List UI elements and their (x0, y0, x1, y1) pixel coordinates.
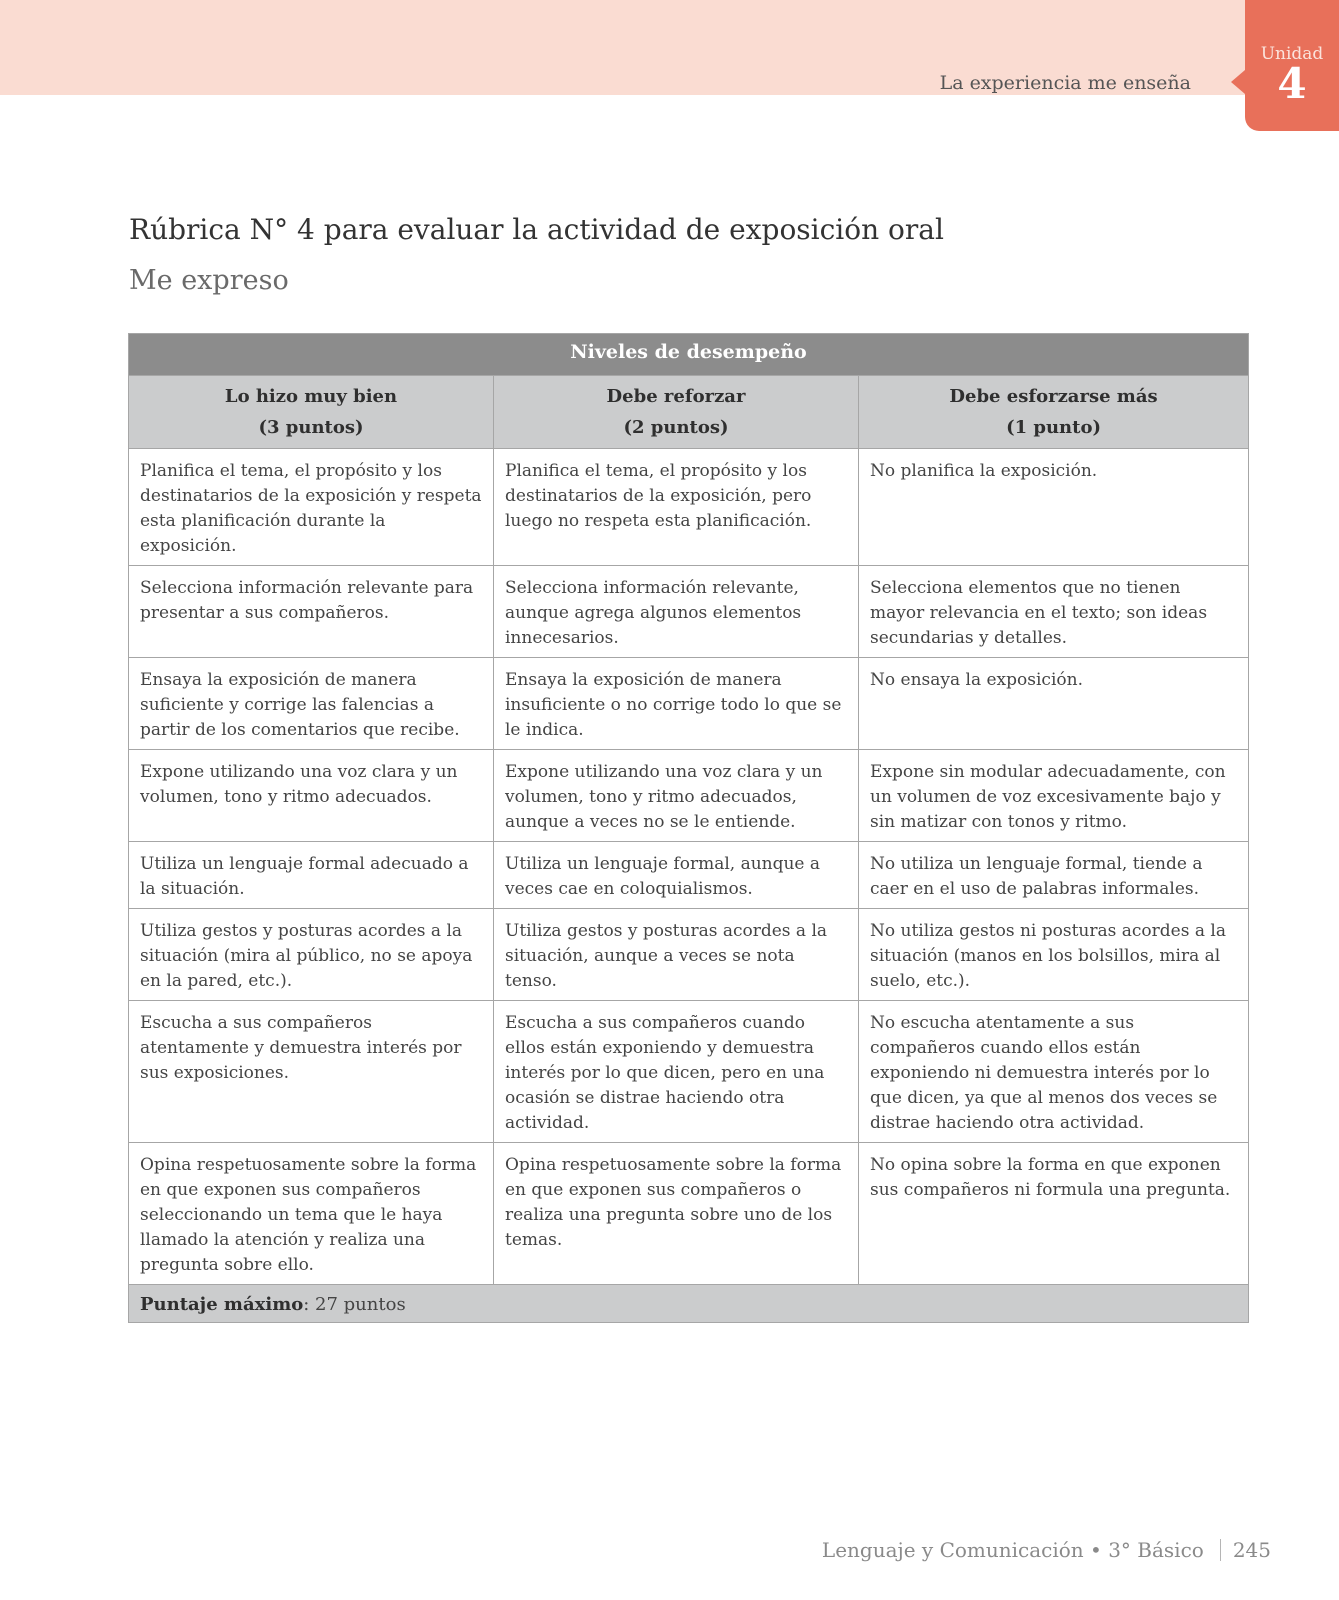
table-cell: Planifica el tema, el propósito y los destinatarios de la exposición, pero luego no respeta esta planificación. (494, 449, 859, 566)
table-cell: Expone utilizando una voz clara y un volumen, tono y ritmo adecuados. (129, 750, 494, 842)
column-header-points: (2 puntos) (623, 417, 729, 438)
table-cell: Escucha a sus compañeros cuando ellos están exponiendo y demuestra interés por lo que dicen, pero en una ocasión se distrae haciendo otra actividad. (494, 1001, 859, 1143)
table-cell: No planifica la exposición. (859, 449, 1249, 566)
table-cell: No opina sobre la forma en que exponen sus compañeros ni formula una pregunta. (859, 1143, 1249, 1285)
table-cell: Planifica el tema, el propósito y los destinatarios de la exposición y respeta esta planificación durante la exposición. (129, 449, 494, 566)
column-header-row (129, 376, 1249, 449)
table-row (129, 750, 1249, 842)
table-cell: Utiliza gestos y posturas acordes a la situación (mira al público, no se apoya en la pared, etc.). (129, 909, 494, 1001)
table-cell: No utiliza un lenguaje formal, tiende a caer en el uso de palabras informales. (859, 842, 1249, 909)
book-title: Lenguaje y Comunicación • 3° Básico (821, 1538, 1204, 1562)
max-score-row (129, 1285, 1249, 1323)
table-row (129, 1143, 1249, 1285)
footer-divider (1220, 1539, 1221, 1561)
section-title: La experiencia me enseña (939, 72, 1191, 94)
column-header-points: (3 puntos) (258, 417, 364, 438)
column-header-label: Debe esforzarse más (949, 386, 1158, 407)
column-header (859, 376, 1249, 449)
column-header (129, 376, 494, 449)
rubric-table (128, 333, 1249, 1323)
max-score-value: : 27 puntos (303, 1294, 406, 1315)
page-title: Rúbrica N° 4 para evaluar la actividad de exposición oral (129, 213, 944, 246)
table-cell: Escucha a sus compañeros atentamente y demuestra interés por sus exposiciones. (129, 1001, 494, 1143)
page-number: 245 (1232, 1538, 1271, 1562)
table-cell: Ensaya la exposición de manera suficiente y corrige las falencias a partir de los comentarios que recibe. (129, 658, 494, 750)
column-header-label: Lo hizo muy bien (224, 386, 398, 407)
table-cell: Utiliza un lenguaje formal adecuado a la situación. (129, 842, 494, 909)
table-cell: Expone utilizando una voz clara y un volumen, tono y ritmo adecuados, aunque a veces no se le entiende. (494, 750, 859, 842)
max-score-cell (129, 1285, 1249, 1323)
table-cell: No escucha atentamente a sus compañeros cuando ellos están exponiendo ni demuestra interés por lo que dicen, ya que al menos dos veces se distrae haciendo otra actividad. (859, 1001, 1249, 1143)
table-cell: No ensaya la exposición. (859, 658, 1249, 750)
table-row (129, 1001, 1249, 1143)
table-cell: Opina respetuosamente sobre la forma en que exponen sus compañeros seleccionando un tema que le haya llamado la atención y realiza una pregunta sobre ello. (129, 1143, 494, 1285)
table-cell: Ensaya la exposición de manera insuficiente o no corrige todo lo que se le indica. (494, 658, 859, 750)
table-cell: Expone sin modular adecuadamente, con un volumen de voz excesivamente bajo y sin matizar con tonos y ritmo. (859, 750, 1249, 842)
table-cell: Utiliza gestos y posturas acordes a la situación, aunque a veces se nota tenso. (494, 909, 859, 1001)
column-header-points: (1 punto) (1006, 417, 1101, 438)
levels-header: Niveles de desempeño (129, 334, 1249, 376)
table-row (129, 658, 1249, 750)
table-cell: Selecciona información relevante, aunque agrega algunos elementos innecesarios. (494, 566, 859, 658)
unit-number: 4 (1277, 59, 1307, 108)
table-cell: Opina respetuosamente sobre la forma en que exponen sus compañeros o realiza una pregunta sobre uno de los temas. (494, 1143, 859, 1285)
table-cell: Selecciona elementos que no tienen mayor relevancia en el texto; son ideas secundarias y detalles. (859, 566, 1249, 658)
table-row (129, 566, 1249, 658)
table-cell: Selecciona información relevante para presentar a sus compañeros. (129, 566, 494, 658)
page-subtitle: Me expreso (129, 265, 289, 296)
levels-header-row (129, 334, 1249, 376)
page-footer (822, 1538, 1271, 1562)
unit-label: Unidad (1260, 44, 1324, 64)
unit-tab (1245, 0, 1339, 131)
table-cell: No utiliza gestos ni posturas acordes a la situación (manos en los bolsillos, mira al suelo, etc.). (859, 909, 1249, 1001)
column-header (494, 376, 859, 449)
table-row (129, 449, 1249, 566)
table-row (129, 909, 1249, 1001)
max-score-label: Puntaje máximo (140, 1294, 304, 1315)
table-row (129, 842, 1249, 909)
column-header-label: Debe reforzar (606, 386, 746, 407)
table-cell: Utiliza un lenguaje formal, aunque a veces cae en coloquialismos. (494, 842, 859, 909)
